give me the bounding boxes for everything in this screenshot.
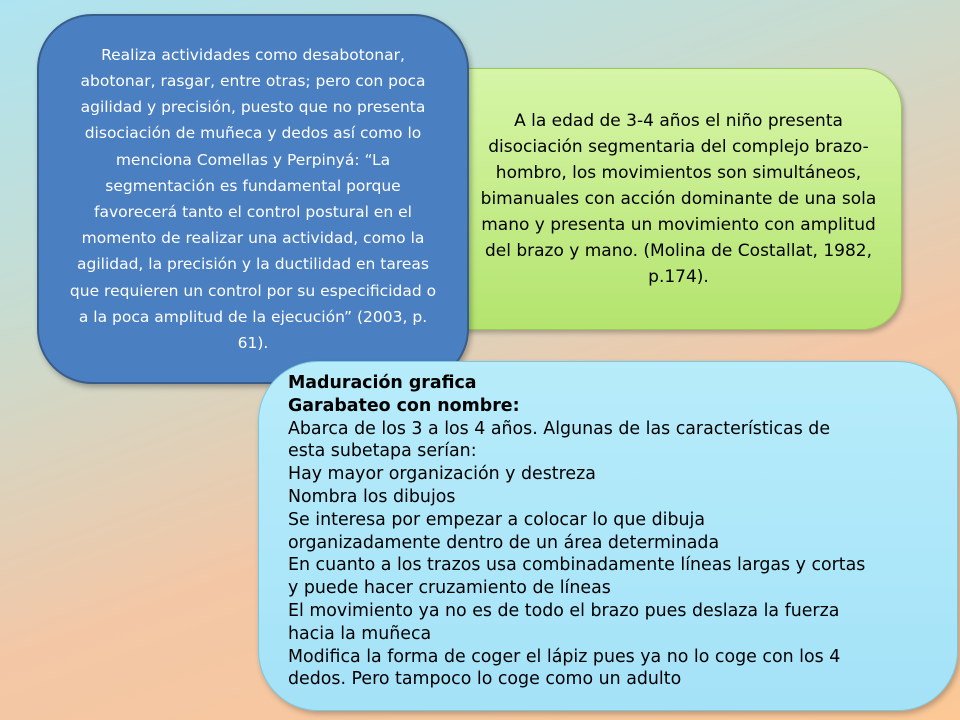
cyan-box-line: esta subetapa serían: — [288, 441, 477, 462]
cyan-text-box — [258, 361, 958, 711]
cyan-box-line: Modifica la forma de coger el lápiz pues ya no lo coge con los 4 — [288, 646, 841, 667]
cyan-box-line: El movimiento ya no es de todo el brazo pues deslaza la fuerza — [288, 600, 840, 621]
cyan-box-line: y puede hacer cruzamiento de líneas — [288, 578, 611, 599]
cyan-box-line: organizadamente dentro de un área determinada — [288, 532, 720, 553]
cyan-box-line: En cuanto a los trazos usa combinadamente líneas largas y cortas — [288, 555, 866, 576]
blue-box-text: Realiza actividades como desabotonar, abotonar, rasgar, entre otras; pero con poca agilidad y precisión, puesto que no presenta disociación de muñeca y dedos así como lo menciona Comellas y Perpinyá: “La segmentación es fundamental porque favorecerá tanto el control postural en el momento de realizar una actividad, como la agilidad, la precisión y la ductilidad en tareas que requieren un control por su especificidad o a la poca amplitud de la ejecución” (2003, p. 61). — [69, 45, 437, 353]
cyan-box-line: dedos. Pero tampoco lo coge como un adulto — [288, 669, 682, 690]
green-box-text: A la edad de 3-4 años el niño presenta disociación segmentaria del complejo brazo-hombro, los movimientos son simultáneos, bimanuales con acción dominante de una sola mano y presenta un movimiento con amplitud del brazo y mano. (Molina de Costallat, 1982, p.174). — [480, 111, 877, 287]
cyan-box-line: hacia la muñeca — [288, 623, 432, 644]
blue-text-box — [37, 14, 469, 384]
cyan-box-subheading: Garabateo con nombre: — [288, 395, 520, 416]
cyan-box-line: Se interesa por empezar a colocar lo que dibuja — [288, 509, 706, 530]
cyan-box-heading: Maduración grafica — [288, 373, 477, 393]
cyan-box-line: Hay mayor organización y destreza — [288, 464, 596, 485]
cyan-box-line: Nombra los dibujos — [288, 486, 456, 507]
green-text-box — [425, 68, 902, 330]
cyan-box-line: Abarca de los 3 a los 4 años. Algunas de las características de — [288, 418, 831, 439]
